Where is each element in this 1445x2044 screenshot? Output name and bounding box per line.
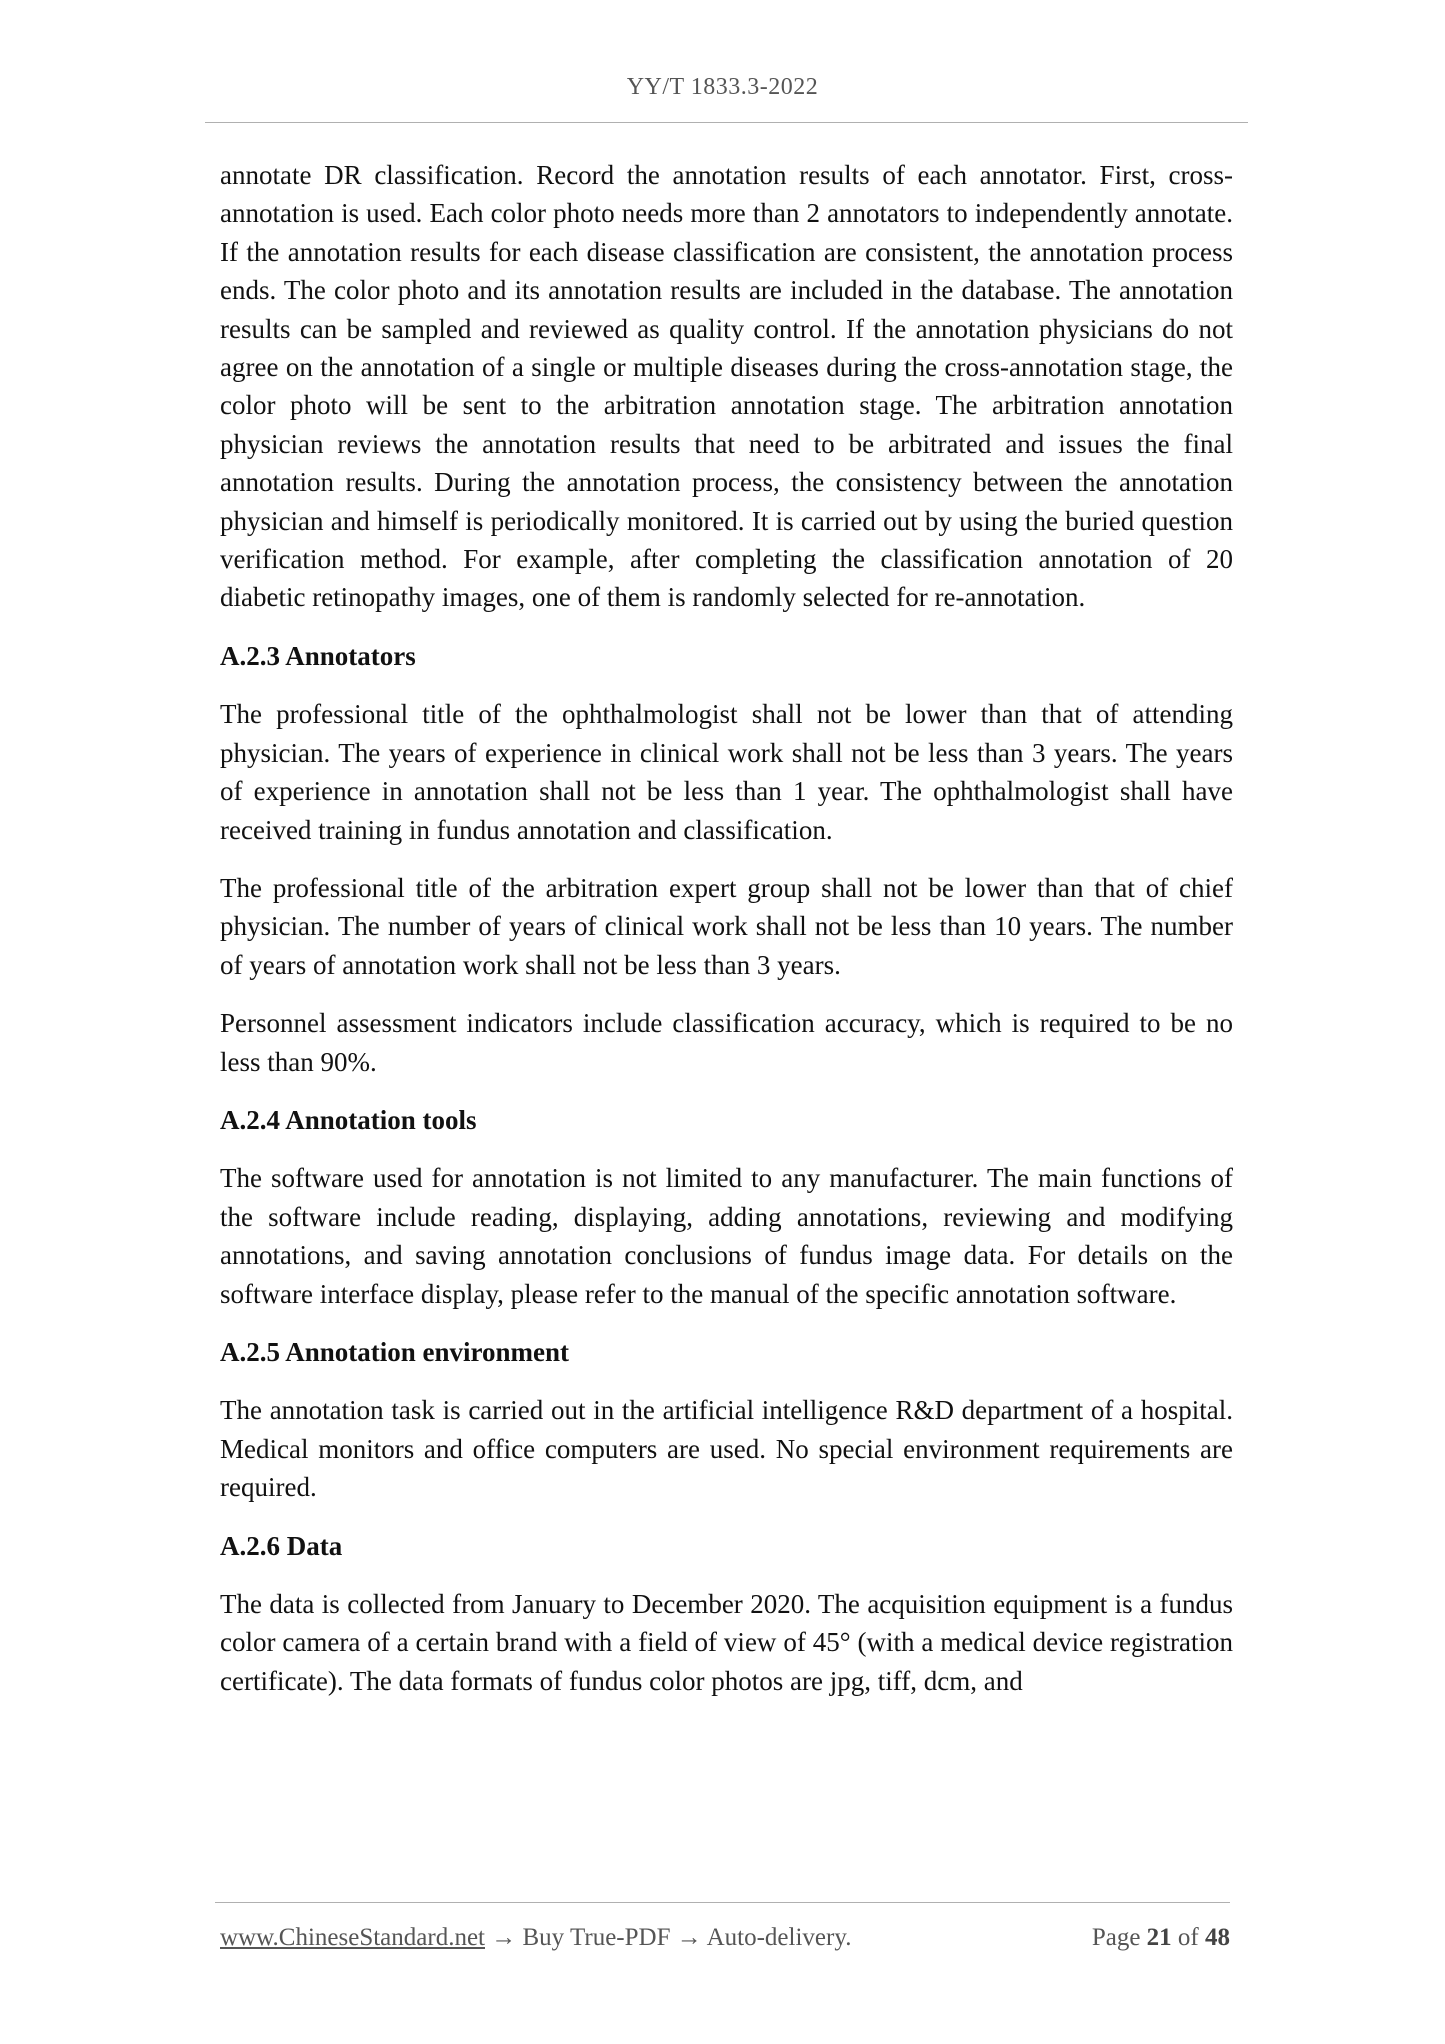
current-page-number: 21 — [1146, 1924, 1172, 1951]
paragraph-annotation-environment: The annotation task is carried out in the artificial intelligence R&D department of a hospital. Medical monitors and office computers are used. No special environment requirements are required. — [220, 1395, 1233, 1503]
section-heading-a24: A.2.4 Annotation tools — [220, 1104, 477, 1135]
paragraph-annotation-tools: The software used for annotation is not limited to any manufacturer. The main functions of the software include reading, displaying, adding annotations, reviewing and modifying annotations, and saving annotation conclusions of fundus image data. For details on the software interface display, please refer to the manual of the specific annotation software. — [220, 1163, 1233, 1309]
paragraph-assessment-indicators: Personnel assessment indicators include classification accuracy, which is required to be no less than 90%. — [220, 1008, 1233, 1077]
total-page-number: 48 — [1205, 1924, 1230, 1951]
paragraph-data: The data is collected from January to December 2020. The acquisition equipment is a fundus color camera of a certain brand with a field of view of 45° (with a medical device registration certificate). The data formats of fundus color photos are jpg, tiff, dcm, and — [220, 1589, 1233, 1696]
page-number — [1092, 1924, 1230, 1952]
arrow-right-icon: → — [676, 1924, 702, 1951]
page-label: Page — [1091, 1924, 1141, 1951]
section-heading-a25: A.2.5 Annotation environment — [220, 1336, 570, 1367]
header-divider — [205, 122, 1248, 123]
page-footer — [220, 1924, 1230, 1964]
section-heading-a26: A.2.6 Data — [220, 1530, 343, 1561]
of-label: of — [1177, 1924, 1199, 1951]
paragraph-ophthalmologist-requirements: The professional title of the ophthalmologist shall not be lower than that of attending physician. The years of experience in clinical work shall not be less than 3 years. The years of experience in annotation shall not be less than 1 year. The ophthalmologist shall have received training in fundus annotation and classification. — [220, 699, 1233, 845]
document-code-header: YY/T 1833.3-2022 — [626, 74, 819, 100]
auto-delivery-text: Auto-delivery. — [706, 1924, 852, 1951]
paragraph-annotation-process: annotate DR classification. Record the annotation results of each annotator. First, cross-annotation is used. Each color photo needs more than 2 annotators to independently annotate. If the annotation results for each disease classification are consistent, the annotation process ends. The color photo and its annotation results are included in the database. The annotation results can be sampled and reviewed as quality control. If the annotation physicians do not agree on the annotation of a single or multiple diseases during the cross-annotation stage, the color photo will be sent to the arbitration annotation stage. The arbitration annotation physician reviews the annotation results that need to be arbitrated and issues the final annotation results. During the annotation process, the consistency between the annotation physician and himself is periodically monitored. It is carried out by using the buried question verification method. For example, after completing the classification annotation of 20 diabetic retinopathy images, one of them is randomly selected for re-annotation. — [220, 160, 1233, 613]
footer-promo — [220, 1924, 851, 1952]
footer-divider — [215, 1902, 1230, 1903]
section-heading-a23: A.2.3 Annotators — [220, 640, 416, 671]
paragraph-arbitration-group-requirements: The professional title of the arbitration expert group shall not be lower than that of chief physician. The number of years of clinical work shall not be less than 10 years. The number of years of annotation work shall not be less than 3 years. — [220, 872, 1233, 980]
website-link[interactable]: www.ChineseStandard.net — [220, 1924, 485, 1951]
page-body — [220, 156, 1233, 1720]
buy-pdf-text: Buy True-PDF — [522, 1924, 671, 1951]
arrow-right-icon: → — [491, 1924, 517, 1951]
